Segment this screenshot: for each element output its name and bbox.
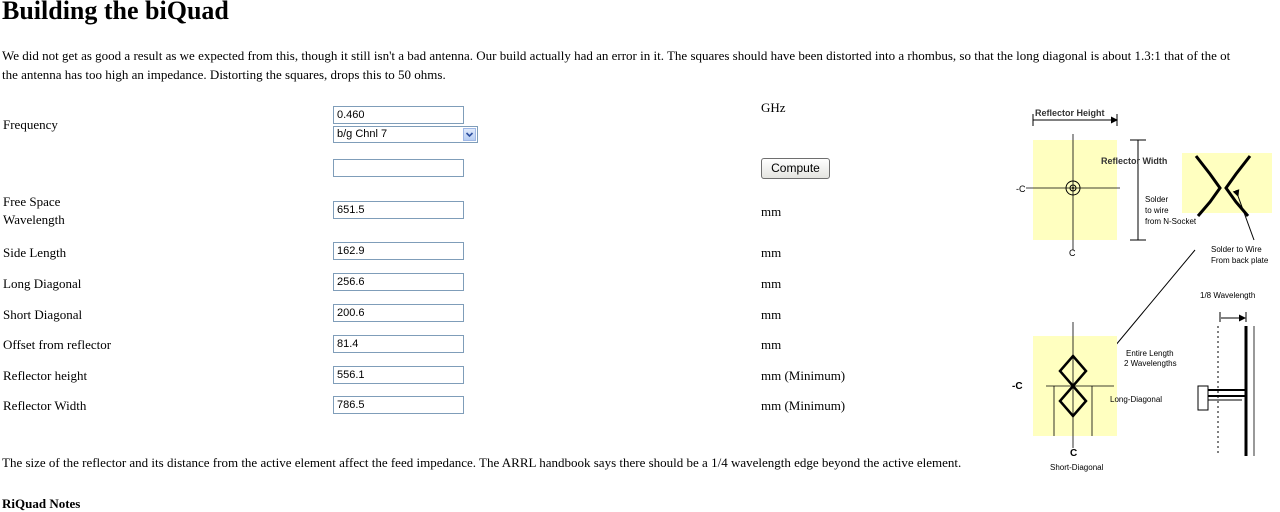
side-length-field[interactable]: 162.9 [333,242,464,260]
reflector-height-unit: mm (Minimum) [761,368,846,383]
short-diagonal-field[interactable]: 200.6 [333,304,464,322]
biquad-diagram [1010,100,1280,480]
frequency-unit: GHz [761,100,786,115]
footer-paragraph: The size of the reflector and its distance from the active element affect the feed impedance. The ARRL handbook says there should be a 1/4 wavelength edge beyond the active element. [2,455,962,470]
reflector-width-field[interactable]: 786.5 [333,396,464,414]
side-length-label: Side Length [3,245,67,260]
reflector-plate-side [1182,153,1272,213]
intro-paragraph [2,46,1230,84]
long-diagonal-unit: mm [761,276,782,291]
channel-select[interactable] [333,126,478,143]
entire-length-line2: 2 Wavelengths [1124,359,1177,368]
reflector-height-field[interactable]: 556.1 [333,366,464,384]
short-diagonal-unit: mm [761,307,782,322]
extra-input[interactable] [333,159,464,177]
long-diagonal-label: Long Diagonal [3,276,82,291]
reflector-width-label: Reflector Width [3,398,87,413]
intro-line-2: the antenna has too high an impedance. Distorting the squares, drops this to 50 ohms. [2,67,446,82]
offset-label: Offset from reflector [3,337,112,352]
long-diagonal-caption: Long-Diagonal [1110,395,1163,404]
solder-n-line1: Solder [1145,195,1169,204]
solder-n-line3: from N-Socket [1145,217,1197,226]
reflector-height-label: Reflector height [3,368,88,383]
frequency-input[interactable]: 0.460 [333,106,464,124]
channel-select-value: b/g Chnl 7 [337,128,388,140]
chevron-down-icon[interactable] [463,128,476,141]
offset-unit: mm [761,337,782,352]
reflector-width-caption: Reflector Width [1101,156,1168,166]
c-marker-left-2: -C [1012,381,1023,392]
eighth-wave-caption: 1/8 Wavelength [1200,291,1256,300]
reflector-height-caption: Reflector Height [1035,108,1105,118]
c-marker-bottom-2: C [1070,448,1078,459]
solder-n-line2: to wire [1145,206,1169,215]
section-heading-cutoff: RiQuad Notes [2,496,81,511]
entire-length-line1: Entire Length [1126,349,1174,358]
reflector-width-unit: mm (Minimum) [761,398,846,413]
solder-back-line1: Solder to Wire [1211,245,1262,254]
side-length-unit: mm [761,245,782,260]
offset-field[interactable]: 81.4 [333,335,464,353]
solder-back-line2: From back plate [1211,256,1269,265]
free-space-wavelength-label: Free Space Wavelength [3,194,65,227]
frequency-label: Frequency [3,117,58,132]
compute-button[interactable]: Compute [761,158,830,179]
short-diagonal-label: Short Diagonal [3,307,83,322]
page-title: Building the biQuad [2,0,229,25]
c-marker-left: -C [1016,184,1026,194]
c-marker-bottom: C [1069,248,1076,258]
short-diagonal-caption: Short-Diagonal [1050,463,1104,472]
free-space-wavelength-field[interactable]: 651.5 [333,201,464,219]
long-diagonal-field[interactable]: 256.6 [333,273,464,291]
intro-line-1: We did not get as good a result as we expected from this, though it still isn't a bad antenna. Our build actually had an error in it. The squares should have been distorted into a rhombus, so that the long diagonal is about 1.3:1 that of the ot [2,48,1231,63]
free-space-wavelength-unit: mm [761,204,782,219]
